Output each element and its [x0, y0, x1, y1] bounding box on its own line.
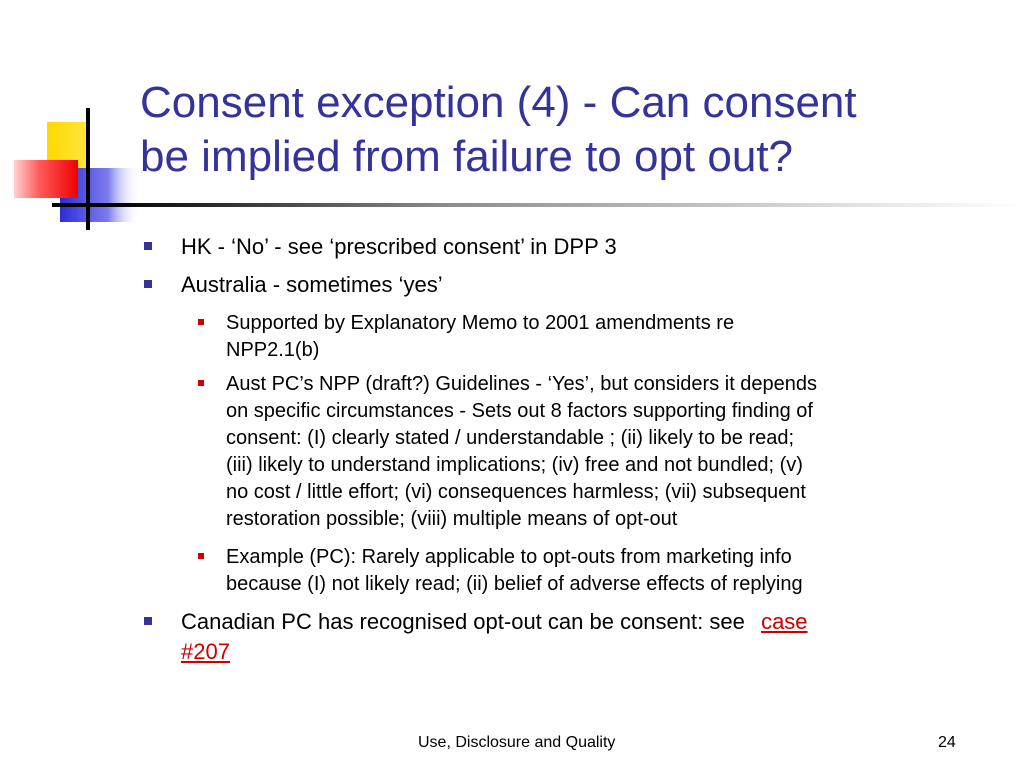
title-divider [52, 203, 1024, 207]
sub-bullet-explanatory-memo [226, 310, 991, 364]
bullet-text: Australia - sometimes ‘yes’ [181, 272, 443, 297]
bullet-australia [181, 270, 991, 300]
sub-bullet-aust-pc-guidelines [226, 371, 991, 533]
sub-bullet-example-pc [226, 544, 991, 598]
sub-bullet-line: Aust PC’s NPP (draft?) Guidelines - ‘Yes’, but considers it depends [226, 373, 818, 395]
sub-bullet-line: no cost / little effort; (vi) consequences harmless; (vii) subsequent [226, 481, 806, 503]
slide-title-line-2: be implied from failure to opt out? [140, 132, 794, 181]
sub-bullet-line: Supported by Explanatory Memo to 2001 amendments re [226, 312, 735, 334]
sub-bullet-line: NPP2.1(b) [226, 339, 320, 361]
sub-bullet-line: on specific circumstances - Sets out 8 factors supporting finding of [226, 400, 813, 422]
sub-bullet-line: because (I) not likely read; (ii) belief of adverse effects of replying [226, 573, 803, 595]
vertical-bar [86, 108, 90, 230]
sub-bullet-line: Example (PC): Rarely applicable to opt-outs from marketing info [226, 546, 792, 568]
bullet-hk [181, 232, 991, 262]
slide-title [140, 76, 1000, 184]
footer-title: Use, Disclosure and Quality [418, 734, 616, 751]
bullet-text: HK - ‘No’ - see ‘prescribed consent’ in DPP 3 [181, 234, 617, 259]
case-link-part-2[interactable]: #207 [181, 639, 230, 664]
square-bullet-icon [144, 280, 152, 288]
square-bullet-icon [144, 617, 152, 625]
case-link-part-1[interactable]: case [761, 609, 808, 634]
slide-title-line-1: Consent exception (4) - Can consent [140, 78, 857, 127]
red-square [14, 160, 78, 198]
bullet-text: Canadian PC has recognised opt-out can be consent: see [181, 609, 745, 634]
sub-bullet-line: (iii) likely to understand implications; (iv) free and not bundled; (v) [226, 454, 803, 476]
sub-bullet-line: consent: (I) clearly stated / understandable ; (ii) likely to be read; [226, 427, 795, 449]
bullet-canadian-pc [181, 607, 991, 667]
square-bullet-icon [198, 319, 204, 325]
square-bullet-icon [198, 380, 204, 386]
sub-bullet-line: restoration possible; (viii) multiple means of opt-out [226, 508, 678, 530]
page-number: 24 [938, 734, 956, 751]
square-bullet-icon [144, 242, 152, 250]
square-bullet-icon [198, 553, 204, 559]
